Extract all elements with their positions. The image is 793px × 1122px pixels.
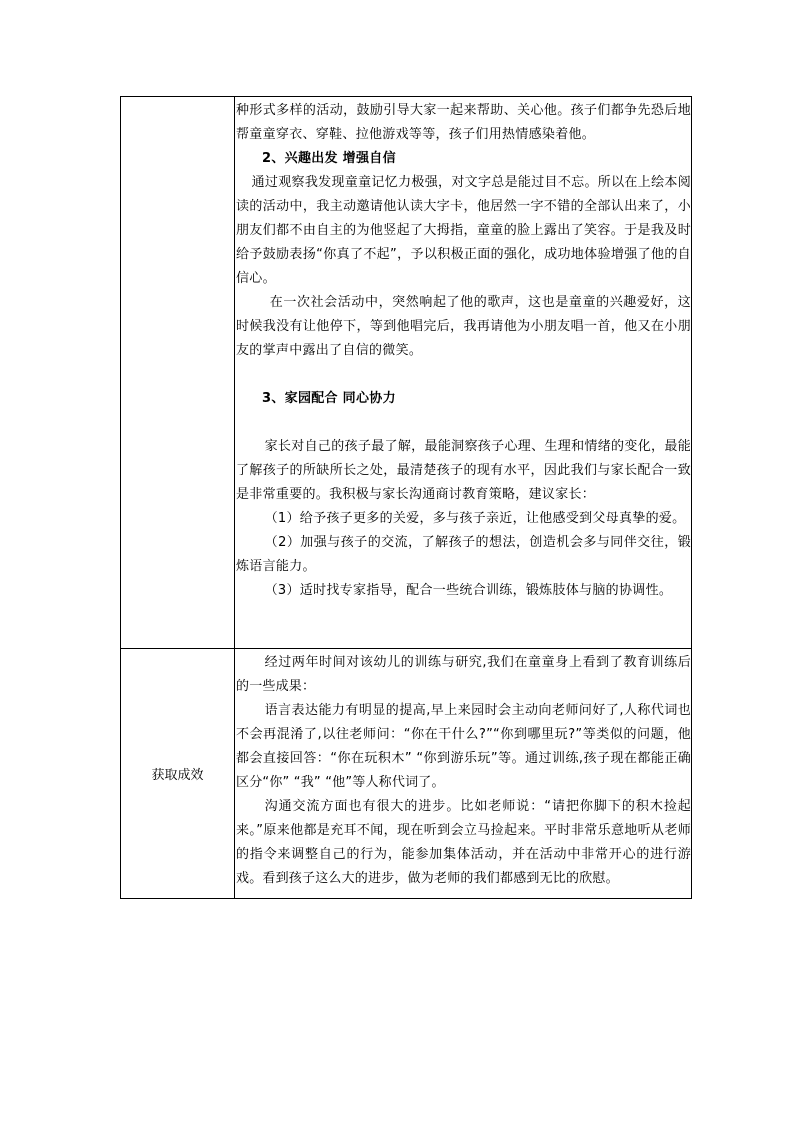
table-row — [121, 649, 692, 899]
list-item: （1）给予孩子更多的关爱，多与孩子亲近，让他感受到父母真挚的爱。 — [264, 511, 686, 526]
section-heading: 2、兴趣出发 增强自信 — [262, 151, 396, 166]
paragraph: 种形式多样的活动，鼓励引导大家一起来帮助、关心他。孩子们都争先恐后地帮童童穿衣、穿鞋、拉他游戏等等，孩子们用热情感染着他。 — [236, 103, 691, 142]
paragraph: 在一次社会活动中，突然响起了他的歌声，这也是童童的兴趣爱好，这时候我没有让他停下，等到他唱完后，我再请他为小朋友唱一首，他又在小朋友的掌声中露出了自信的微笑。 — [236, 295, 691, 358]
results-content-cell — [235, 649, 692, 899]
paragraph: 经过两年时间对该幼儿的训练与研究,我们在童童身上看到了教育训练后的一些成果： — [236, 655, 691, 694]
row-label: 获取成效 — [151, 768, 204, 783]
paragraph: 通过观察我发现童童记忆力极强，对文字总是能过目不忘。所以在上绘本阅读的活动中，我主动邀请他认读大字卡，他居然一字不错的全部认出来了，小朋友们都不由自主的为他竖起了大拇指，童童的脸上露出了笑容。于是我及时给予鼓励表扬“你真了不起”，予以积极正面的强化，成功地体验增强了他的自信心。 — [236, 175, 691, 286]
paragraph: 家长对自己的孩子最了解，最能洞察孩子心理、生理和情绪的变化，最能了解孩子的所缺所长之处，最清楚孩子的现有水平，因此我们与家长配合一致是非常重要的。我积极与家长沟通商讨教育策略，建议家长： — [236, 439, 691, 502]
list-item: （3）适时找专家指导，配合一些统合训练，锻炼肢体与脑的协调性。 — [264, 583, 673, 598]
paragraph: 沟通交流方面也有很大的进步。比如老师说：“请把你脚下的积木捡起来。”原来他都是充耳不闻，现在听到会立马捡起来。平时非常乐意地听从老师的指令来调整自己的行为，能参加集体活动，并在活动中非常开心的进行游戏。看到孩子这么大的进步，做为老师的我们都感到无比的欣慰。 — [236, 799, 691, 886]
row-label-cell — [121, 97, 235, 649]
table-row — [121, 97, 692, 649]
paragraph: 语言表达能力有明显的提高,早上来园时会主动向老师问好了,人称代词也不会再混淆了,以往老师问：“你在干什么?”“你到哪里玩?”等类似的问题，他都会直接回答：“你在玩积木” “你到游乐玩”等。通过训练,孩子现在都能正确区分“你” “我” “他”等人称代词了。 — [236, 703, 691, 790]
section-heading: 3、家园配合 同心协力 — [262, 391, 396, 406]
case-table — [120, 96, 692, 899]
list-item: （2）加强与孩子的交流，了解孩子的想法，创造机会多与同伴交往，锻炼语言能力。 — [236, 535, 691, 574]
row-label-cell — [121, 649, 235, 899]
strategy-content-cell — [235, 97, 692, 649]
